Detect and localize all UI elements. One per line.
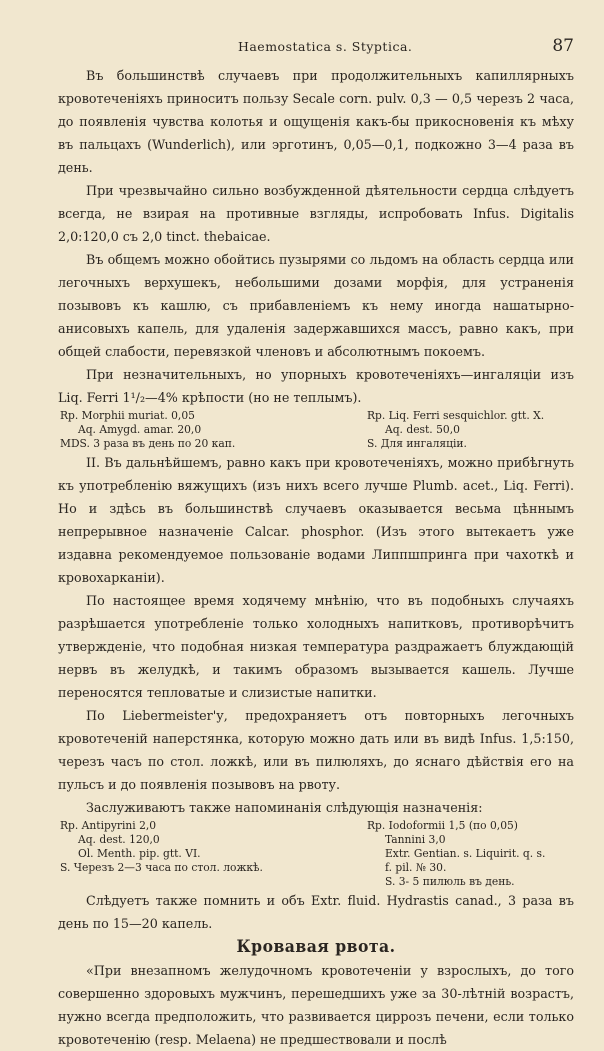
prescription-line: Rp. Liq. Ferri sesquichlor. gtt. X.	[367, 409, 545, 422]
paragraph: При чрезвычайно сильно возбужденной дѣятельности сердца слѣдуетъ всегда, не взирая на противные взгляды, испробовать Infus. Digitalis 2,0:120,0 съ 2,0 tinct. thebaicae.	[58, 183, 574, 244]
prescription-line: Extr. Gentian. s. Liquirit. q. s.	[385, 847, 546, 860]
paragraph: По Liebermeister'у, предохраняетъ отъ повторныхъ легочныхъ кровотеченій наперстянка, которую можно дать или въ видѣ Infus. 1,5:150, черезъ часъ по стол. ложкѣ, или въ пилюляхъ, до яснаго дѣйствія его на пульсъ и до появленія позывовъ на рвоту.	[58, 708, 574, 792]
prescription-line: S. Для ингаляціи.	[367, 437, 467, 450]
paragraph: Заслуживаютъ также напоминанія слѣдующія назначенія:	[86, 800, 483, 815]
paragraph: Слѣдуетъ также помнить и объ Extr. fluid. Hydrastis canad., 3 раза въ день по 15—20 капель.	[58, 893, 574, 931]
prescription-line: Aq. Amygd. amar. 20,0	[78, 423, 202, 436]
paragraph: II. Въ дальнѣйшемъ, равно какъ при кровотеченіяхъ, можно прибѣгнуть къ употребленію вяжущихъ (изъ нихъ всего лучше Plumb. acet., Liq. Ferri). Но и здѣсь въ большинствѣ случаевъ оказывается весьма цѣннымъ непрерывное назначеніе Calcar. phosphor. (Изъ этого вытекаетъ уже издавна рекомендуемое пользованіе водами Липпшпринга при чахоткѣ и кровохарканіи).	[58, 455, 574, 585]
paragraph: «При внезапномъ желудочномъ кровотеченіи у взрослыхъ, до того совершенно здоровыхъ мужчинъ, перешедшихъ уже за 30-лѣтній возрастъ, нужно всегда предположить, что развивается циррозъ печени, если только кровотеченію (resp. Melaena) не предшествовали и послѣ	[58, 963, 574, 1047]
page-number: 87	[552, 36, 574, 56]
prescription-left	[60, 409, 307, 451]
paragraph: Въ общемъ можно обойтись пузырями со льдомъ на область сердца или легочныхъ верхушекъ, небольшими дозами морфія, для устраненія позывовъ къ кашлю, съ прибавленіемъ къ нему иногда нашатырно-анисовыхъ капель, для удаленія задержавшихся массъ, равно какъ, при общей слабости, перевязкой членовъ и абсолютнымъ покоемъ.	[58, 252, 574, 359]
running-header	[58, 36, 574, 56]
prescription-right	[327, 409, 574, 451]
prescription-line: Aq. dest. 50,0	[385, 423, 460, 436]
paragraph: Въ большинствѣ случаевъ при продолжительныхъ капиллярныхъ кровотеченіяхъ приноситъ пользу Secale corn. pulv. 0,3 — 0,5 черезъ 2 часа, до появленія чувства колотья и ощущенія какъ-бы прикосновенія къ мѣху въ пальцахъ (Wunderlich), или эрготинъ, 0,05—0,1, подкожно 3—4 раза въ день.	[58, 68, 574, 175]
prescription-line: S. 3- 5 пилюль въ день.	[385, 875, 515, 888]
prescription-line: Rp. Iodoformii 1,5 (по 0,05)	[367, 819, 518, 832]
prescription-line: Aq. dest. 120,0	[78, 833, 160, 846]
running-title: Haemostatica s. Styptica.	[237, 39, 413, 54]
section-heading: Кровавая рвота.	[236, 937, 396, 957]
prescription-block	[60, 409, 574, 451]
prescription-line: S. Черезъ 2—3 часа по стол. ложкѣ.	[60, 861, 263, 874]
prescription-line: Tannini 3,0	[385, 833, 446, 846]
paragraph: По настоящее время ходячему мнѣнію, что въ подобныхъ случаяхъ разрѣшается употребленіе только холодныхъ напитковъ, противорѣчитъ утвержденіе, что подобная низкая температура раздражаетъ блуждающій нервъ въ желудкѣ, и такимъ образомъ вызывается кашель. Лучше переносятся тепловатые и слизистые напитки.	[58, 593, 574, 700]
prescription-line: Ol. Menth. pip. gtt. VI.	[78, 847, 201, 860]
prescription-line: Rp. Antipyrini 2,0	[60, 819, 157, 832]
prescription-right	[327, 819, 574, 889]
prescription-line: f. pil. № 30.	[385, 861, 447, 874]
paragraph: При незначительныхъ, но упорныхъ кровотеченіяхъ—ингаляціи изъ Liq. Ferri 1¹/₂—4% крѣпости (но не теплымъ).	[58, 367, 574, 405]
prescription-line: MDS. 3 раза въ день по 20 кап.	[60, 437, 236, 450]
prescription-block	[60, 819, 574, 889]
prescription-left	[60, 819, 307, 889]
prescription-line: Rp. Morphii muriat. 0,05	[60, 409, 195, 422]
